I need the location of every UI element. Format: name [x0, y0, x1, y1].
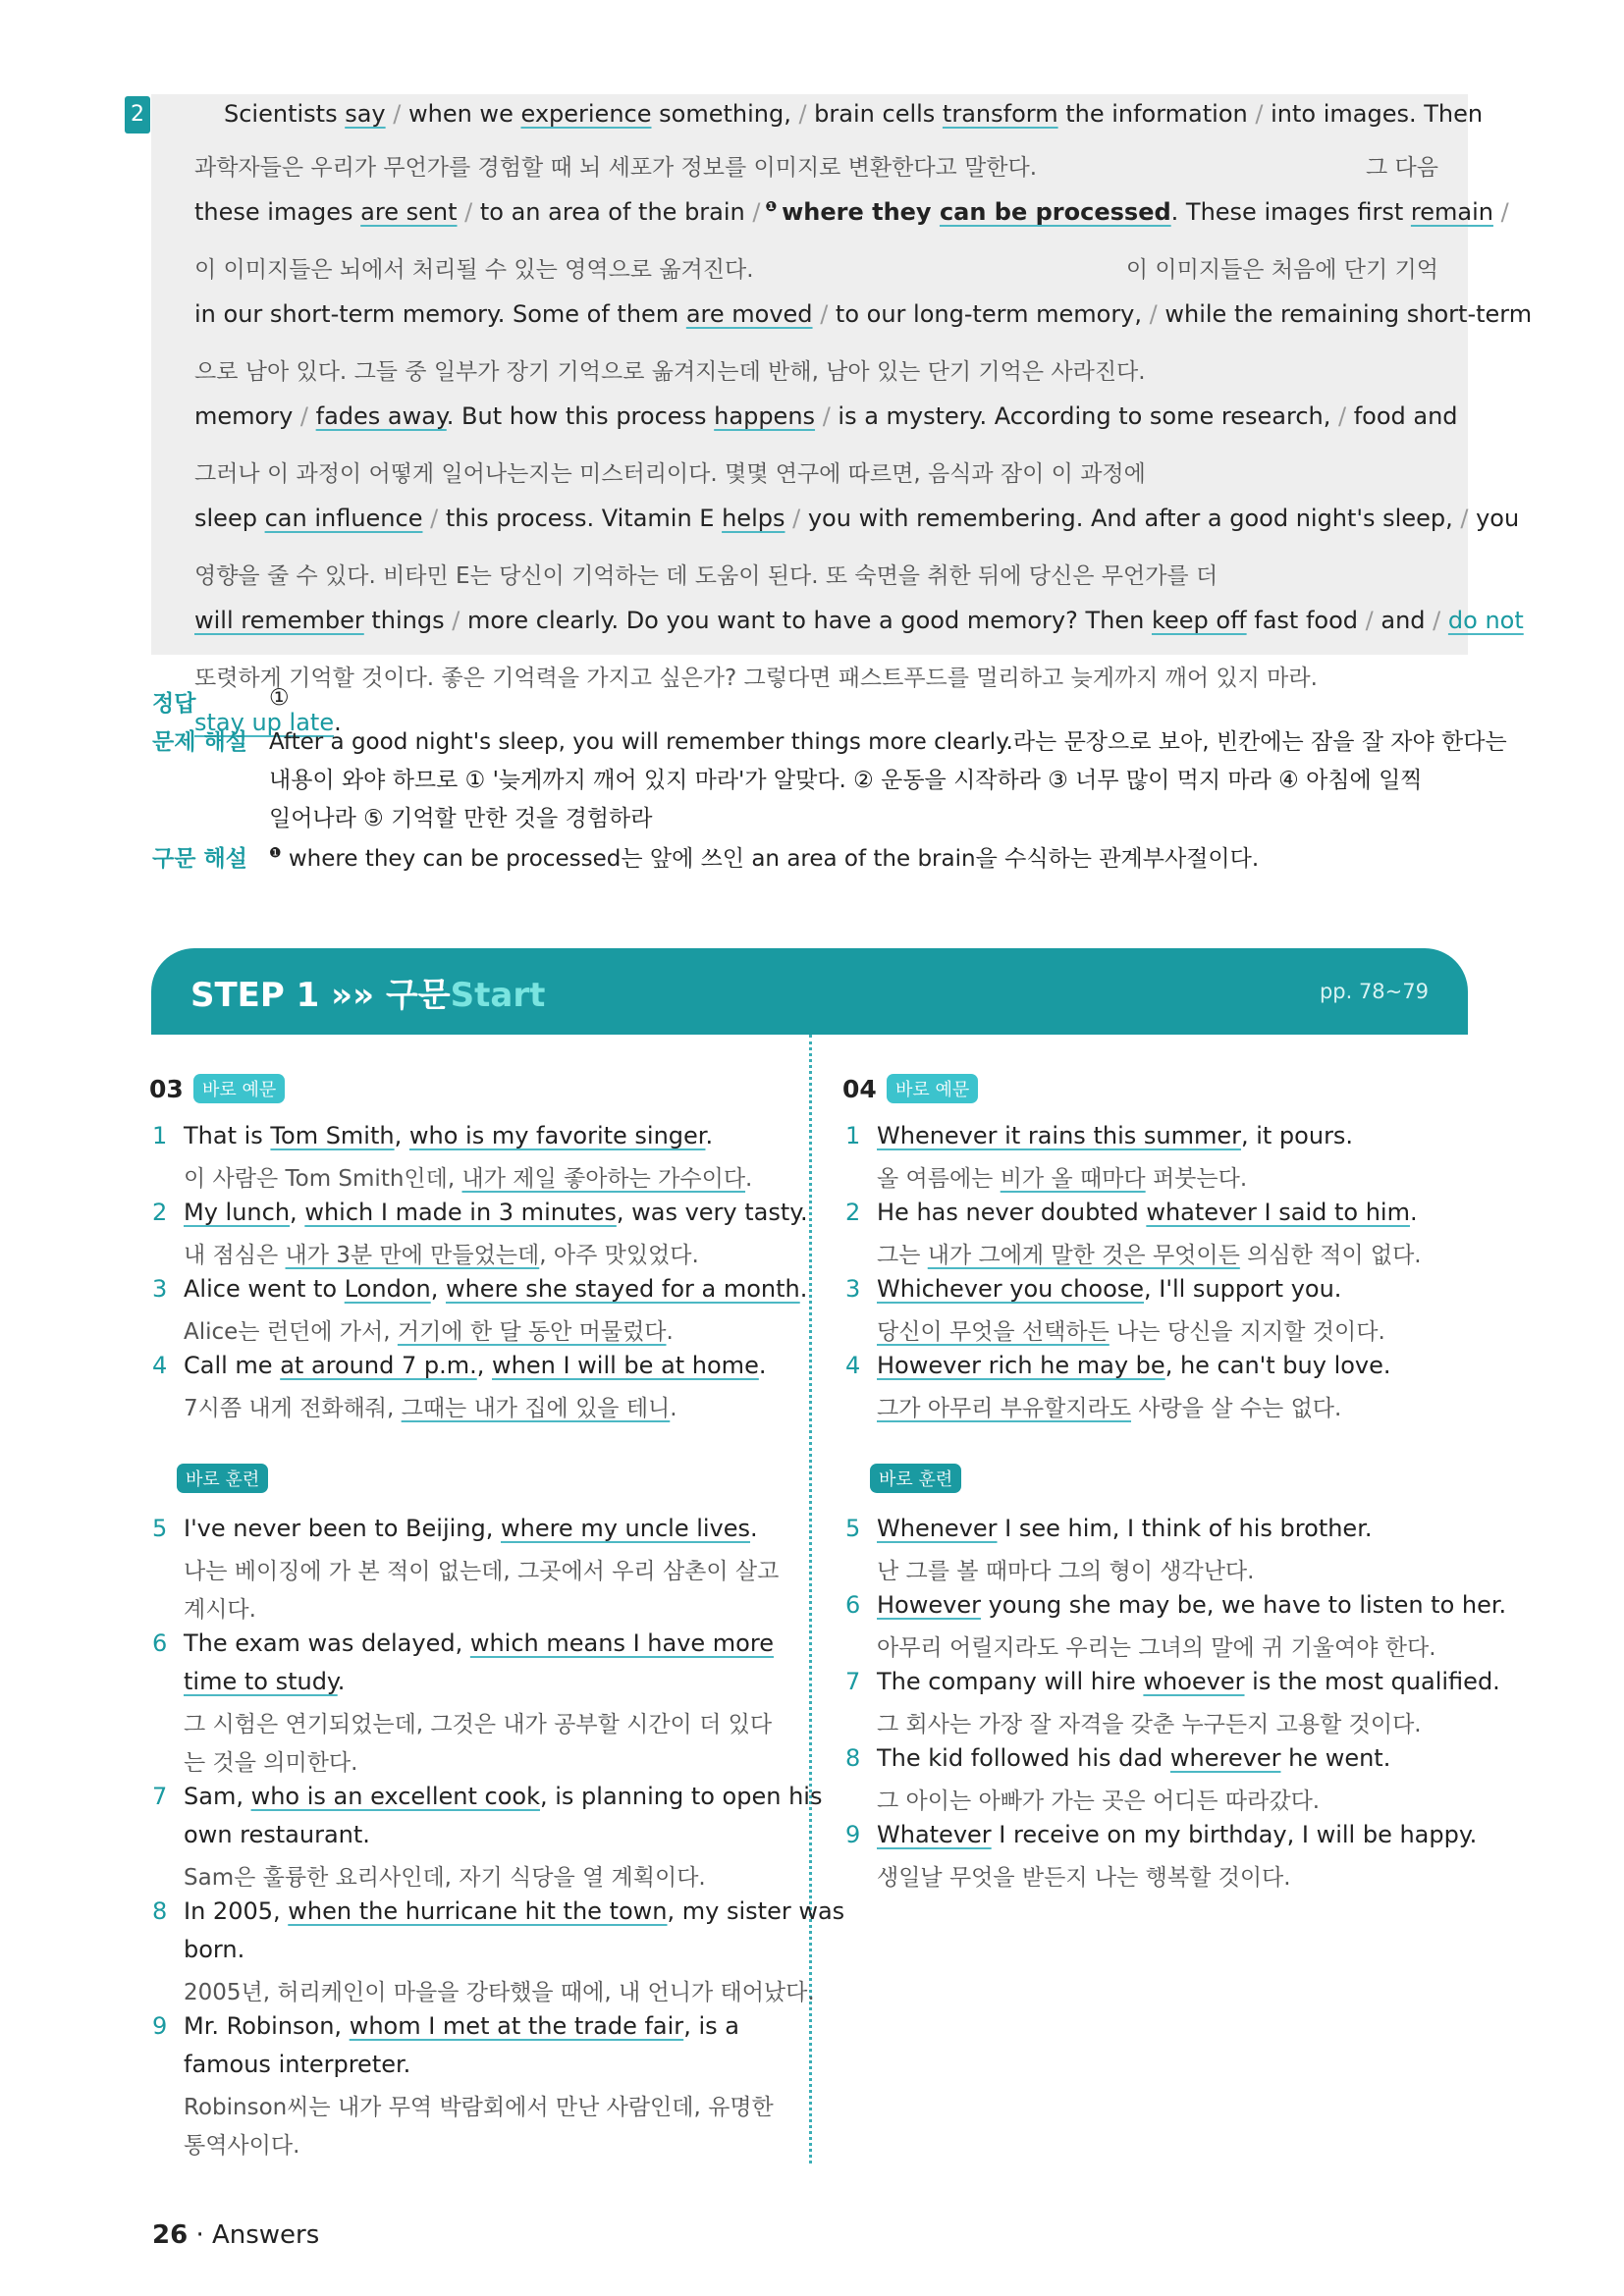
- item-korean: [877, 1859, 1291, 1892]
- text-segment: The company will hire: [877, 1668, 1144, 1695]
- item-korean: [184, 2127, 299, 2160]
- text-segment: at around 7 p.m.: [280, 1352, 477, 1379]
- step-arrows: »»: [331, 976, 375, 1015]
- text-segment: London: [344, 1275, 431, 1303]
- text-segment: 생일날 무엇을 받든지 나는 행복할 것이다.: [877, 1865, 1291, 1891]
- text-segment: 난 그를 볼 때마다 그의 형이 생각난다.: [877, 1559, 1255, 1584]
- step-title-ko: 구문: [385, 976, 451, 1015]
- syntax-mark: ❶: [269, 845, 282, 862]
- text-segment: whoever: [1143, 1668, 1245, 1695]
- item-korean: [184, 1237, 699, 1269]
- text-segment: say: [345, 100, 386, 128]
- item-number: 6: [845, 1591, 861, 1619]
- text-segment: who is my favorite singer: [408, 1122, 706, 1149]
- item-number: 3: [845, 1275, 861, 1303]
- text-segment: own restaurant.: [184, 1821, 370, 1848]
- text-segment: will remember: [194, 607, 364, 634]
- text-segment: Mr. Robinson,: [184, 2012, 350, 2040]
- item-english: [184, 1352, 766, 1379]
- text-segment: while the remaining short-term: [1157, 300, 1533, 328]
- passage-line-english: [224, 100, 1483, 128]
- text-segment: 그가 아무리 부유할지라도: [877, 1396, 1132, 1421]
- item-english: [184, 1897, 844, 1925]
- item-english: [877, 1591, 1506, 1619]
- step-title: [190, 968, 545, 1016]
- syntax-text: where they can be processed는 앞에 쓰인 an area of the brain을 수식하는 관계부사절이다.: [288, 846, 1260, 872]
- text-segment: .: [1409, 1199, 1418, 1226]
- text-segment: 이 사람은 Tom Smith인데,: [184, 1166, 462, 1192]
- item-korean: [184, 1591, 256, 1624]
- slash-separator: /: [430, 505, 439, 532]
- text-segment: 내가 그에게 말한 것은 무엇이든: [927, 1243, 1240, 1268]
- slash-separator: /: [1500, 198, 1509, 226]
- item-english: [184, 1275, 807, 1303]
- passage-line-korean: [194, 149, 1037, 182]
- text-segment: ,: [394, 1122, 409, 1149]
- item-english: [184, 1515, 758, 1542]
- passage-line-english: [194, 300, 1532, 328]
- passage-line-korean: [194, 353, 1146, 386]
- text-segment: , is planning to open his: [539, 1783, 823, 1810]
- text-segment: , I'll support you.: [1144, 1275, 1342, 1303]
- text-segment: 올 여름에는: [877, 1166, 1001, 1192]
- passage-line-english: [194, 607, 1524, 634]
- step-pages: pp. 78~79: [1319, 980, 1429, 1003]
- passage-line-korean: [194, 455, 1146, 488]
- syntax-label: 구문 해설: [152, 846, 247, 872]
- item-number: 7: [845, 1668, 861, 1695]
- text-segment: 그 시험은 연기되었는데, 그것은 내가 공부할 시간이 더 있다: [184, 1712, 773, 1737]
- text-segment: [376, 563, 383, 589]
- text-segment: 나는 베이징에 가 본 적이 없는데, 그곳에서 우리 삼촌이 살고: [184, 1559, 780, 1584]
- answer-label: 정답: [152, 691, 196, 717]
- text-segment: 그때는 내가 집에 있을 테니: [401, 1396, 671, 1421]
- page-number: 26: [152, 2220, 189, 2250]
- text-segment: In 2005,: [184, 1897, 289, 1925]
- step-title-en: Start: [450, 976, 546, 1015]
- text-segment: happens: [714, 402, 816, 430]
- item-english: [184, 2012, 739, 2040]
- example-badge: 바로 예문: [193, 1074, 285, 1103]
- text-segment: , he can't buy love.: [1164, 1352, 1391, 1379]
- text-segment: Robinson씨는 내가 무역 박람회에서 만난 사람인데, 유명한: [184, 2095, 774, 2120]
- item-korean: [877, 1390, 1341, 1422]
- text-segment: , is a: [683, 2012, 739, 2040]
- text-segment: [785, 505, 792, 532]
- text-segment: Whenever it rains this summer: [877, 1122, 1241, 1149]
- text-segment: Call me: [184, 1352, 281, 1379]
- item-korean: [877, 1783, 1320, 1815]
- text-segment: when the hurricane hit the town: [288, 1897, 668, 1925]
- text-segment: I receive on my birthday, I will be happy.: [991, 1821, 1478, 1848]
- explanation-label: 문제 해설: [152, 729, 247, 755]
- text-segment: 또렷하게 기억할 것이다.: [194, 666, 435, 691]
- text-segment: you with remembering. And after a good night's sleep,: [800, 505, 1461, 532]
- text-segment: Whichever you choose: [877, 1275, 1145, 1303]
- text-segment: .: [799, 1275, 808, 1303]
- passage-line-korean: [194, 660, 1318, 692]
- text-segment: 내가 제일 좋아하는 가수이다: [461, 1166, 746, 1192]
- text-segment: 그 회사는 가장 잘 자격을 갖춘 누구든지 고용할 것이다.: [877, 1712, 1422, 1737]
- passage-line-korean-right: 이 이미지들은 처음에 단기 기억: [1125, 257, 1438, 283]
- section-number: 03: [149, 1075, 184, 1103]
- text-segment: and: [1373, 607, 1434, 634]
- item-korean: [184, 1553, 779, 1585]
- text-segment: is a mystery. According to some research,: [830, 402, 1338, 430]
- item-number: 5: [845, 1515, 861, 1542]
- text-segment: 거기에 한 달 동안 머물렀다: [397, 1319, 667, 1345]
- text-segment: .: [334, 709, 342, 736]
- slash-separator: /: [1433, 607, 1441, 634]
- text-segment: 사랑을 살 수는 없다.: [1131, 1396, 1342, 1421]
- text-segment: 퍼붓는다.: [1145, 1166, 1248, 1192]
- item-english: [877, 1821, 1477, 1848]
- text-segment: The exam was delayed,: [184, 1629, 470, 1657]
- text-segment: 당신이 무엇을 선택하든: [877, 1319, 1110, 1345]
- section-number: 04: [842, 1075, 877, 1103]
- item-korean: [184, 1706, 772, 1738]
- slash-separator: /: [1365, 607, 1374, 634]
- text-segment: 의심한 적이 없다.: [1239, 1243, 1422, 1268]
- text-segment: to our long-term memory,: [828, 300, 1150, 328]
- text-segment: helps: [722, 505, 785, 532]
- text-segment: 내가 3분 만에 만들었는데: [285, 1243, 540, 1268]
- item-korean: [184, 1390, 677, 1422]
- passage-line-korean: [194, 558, 1218, 590]
- text-segment: sleep: [194, 505, 265, 532]
- text-segment: Alice went to: [184, 1275, 345, 1303]
- item-number: 9: [845, 1821, 861, 1848]
- item-korean: [184, 1859, 706, 1892]
- text-segment: whatever I said to him: [1146, 1199, 1410, 1226]
- text-segment: Whatever: [877, 1821, 992, 1848]
- slash-separator: /: [820, 300, 829, 328]
- slash-separator: /: [792, 505, 801, 532]
- text-segment: Tom Smith: [270, 1122, 395, 1149]
- text-segment: , my sister was: [667, 1897, 845, 1925]
- passage-line-english: [194, 198, 1509, 226]
- text-segment: , it pours.: [1240, 1122, 1354, 1149]
- footnote-mark: ❶: [760, 199, 783, 215]
- slash-separator: /: [752, 198, 761, 226]
- item-korean: [184, 2089, 774, 2121]
- item-number: 1: [152, 1122, 168, 1149]
- item-korean: [184, 1313, 674, 1346]
- text-segment: .: [750, 1515, 758, 1542]
- text-segment: 는 것을 의미한다.: [184, 1750, 358, 1776]
- text-segment: the information: [1057, 100, 1256, 128]
- text-segment: keep off: [1151, 607, 1247, 634]
- text-segment: 통역사이다.: [184, 2133, 300, 2159]
- text-segment: However rich he may be: [877, 1352, 1165, 1379]
- text-segment: 이 이미지들은 뇌에서 처리될 수 있는 영역으로 옮겨진다.: [194, 257, 754, 283]
- text-segment: .: [670, 1396, 677, 1421]
- text-segment: 2005년, 허리케인이 마을을 강타했을 때에, 내 언니가 태어났다.: [184, 1980, 815, 2005]
- explanation-line-2: 내용이 와야 하므로 ① '늦게까지 깨어 있지 마라'가 알맞다. ② 운동을 시작하라 ③ 너무 많이 먹지 마라 ④ 아침에 일찍: [269, 768, 1423, 793]
- text-segment: can influence: [264, 505, 423, 532]
- slash-separator: /: [393, 100, 402, 128]
- text-segment: wherever: [1169, 1744, 1281, 1772]
- item-korean: [877, 1313, 1385, 1346]
- passage-line-korean-right: 그 다음: [1366, 155, 1438, 181]
- text-segment: I see him, I think of his brother.: [997, 1515, 1373, 1542]
- item-english: [877, 1352, 1391, 1379]
- text-segment: when we: [401, 100, 521, 128]
- item-number: 3: [152, 1275, 168, 1303]
- item-number: 6: [152, 1629, 168, 1657]
- text-segment: fast food: [1246, 607, 1366, 634]
- text-segment: , 아주 맛있었다.: [539, 1243, 699, 1268]
- item-english: [877, 1199, 1418, 1226]
- text-segment: [1493, 198, 1501, 226]
- text-segment: these images: [194, 198, 361, 226]
- passage-line-english: [194, 402, 1458, 430]
- text-segment: Whenever: [877, 1515, 998, 1542]
- text-segment: 과학자들은 우리가 무언가를 경험할 때 뇌 세포가 정보를 이미지로 변환한다고 말한다.: [194, 155, 1038, 181]
- item-korean: [877, 1237, 1422, 1269]
- text-segment: He has never doubted: [877, 1199, 1147, 1226]
- text-segment: 비가 올 때마다: [1000, 1166, 1146, 1192]
- text-segment: to an area of the brain: [472, 198, 753, 226]
- text-segment: 그 아이는 아빠가 가는 곳은 어디든 따라갔다.: [877, 1789, 1321, 1814]
- practice-badge: 바로 훈련: [177, 1464, 268, 1493]
- text-segment: 내 점심은: [184, 1243, 286, 1268]
- text-segment: which I made in 3 minutes: [304, 1199, 617, 1226]
- text-segment: time to study: [184, 1668, 338, 1695]
- text-segment: [1440, 607, 1448, 634]
- text-segment: this process. Vitamin E: [438, 505, 723, 532]
- item-number: 2: [845, 1199, 861, 1226]
- text-segment: which means I have more: [469, 1629, 774, 1657]
- explanation-line-3: 일어나라 ⑤ 기억할 만한 것을 경험하라: [269, 806, 653, 831]
- footer-label: Answers: [211, 2220, 320, 2250]
- text-segment: where my uncle lives: [500, 1515, 751, 1542]
- item-number: 7: [152, 1783, 168, 1810]
- text-segment: .: [666, 1319, 674, 1345]
- item-number: 9: [152, 2012, 168, 2040]
- text-segment: ,: [290, 1199, 305, 1226]
- text-segment: Sam은 훌륭한 요리사인데, 자기 식당을 열 계획이다.: [184, 1865, 706, 1891]
- text-segment: whom I met at the trade fair: [349, 2012, 684, 2040]
- text-segment: 계시다.: [184, 1597, 256, 1623]
- slash-separator: /: [1149, 300, 1158, 328]
- item-korean: [184, 1744, 357, 1777]
- passage-line-english: [194, 505, 1519, 532]
- text-segment: ,: [430, 1275, 446, 1303]
- item-english: [877, 1275, 1341, 1303]
- slash-separator: /: [822, 402, 831, 430]
- item-number: 5: [152, 1515, 168, 1542]
- slash-separator: /: [1460, 505, 1469, 532]
- item-english: [877, 1744, 1390, 1772]
- text-segment: young she may be, we have to listen to her.: [980, 1591, 1507, 1619]
- text-segment: .: [745, 1166, 753, 1192]
- text-segment: born.: [184, 1936, 245, 1963]
- text-segment: brain cells: [806, 100, 943, 128]
- text-segment: [815, 402, 823, 430]
- text-segment: Alice는 런던에 가서,: [184, 1319, 398, 1345]
- text-segment: remain: [1410, 198, 1493, 226]
- text-segment: famous interpreter.: [184, 2051, 411, 2078]
- text-segment: Scientists: [224, 100, 346, 128]
- text-segment: where she stayed for a month: [445, 1275, 800, 1303]
- text-segment: you: [1468, 505, 1520, 532]
- item-english: [877, 1122, 1353, 1149]
- text-segment: 나는 당신을 지지할 것이다.: [1109, 1319, 1385, 1345]
- text-segment: are moved: [685, 300, 813, 328]
- text-segment: food and: [1346, 402, 1458, 430]
- step-label: STEP 1: [190, 976, 320, 1015]
- text-segment: [458, 198, 465, 226]
- item-number: 2: [152, 1199, 168, 1226]
- footer-separator: ·: [195, 2220, 204, 2250]
- item-english: [877, 1668, 1500, 1695]
- text-segment: where they: [782, 198, 940, 226]
- slash-separator: /: [1337, 402, 1347, 430]
- text-segment: he went.: [1280, 1744, 1391, 1772]
- practice-badge: 바로 훈련: [870, 1464, 961, 1493]
- text-segment: ,: [476, 1352, 492, 1379]
- answer-value: ①: [269, 685, 290, 711]
- passage-number: 2: [125, 96, 150, 133]
- item-english: [184, 1783, 822, 1810]
- text-segment: can be processed: [939, 198, 1171, 226]
- text-segment: more clearly. Do you want to have a good memory? Then: [460, 607, 1152, 634]
- text-segment: who is an excellent cook: [250, 1783, 540, 1810]
- item-number: 4: [845, 1352, 861, 1379]
- text-segment: are sent: [360, 198, 458, 226]
- text-segment: 7시쯤 내게 전화해줘,: [184, 1396, 402, 1421]
- text-segment: .: [337, 1668, 346, 1695]
- text-segment: into images. Then: [1263, 100, 1484, 128]
- text-segment: [347, 359, 353, 385]
- item-korean: [877, 1553, 1254, 1585]
- text-segment: However: [877, 1591, 981, 1619]
- text-segment: 영향을 줄 수 있다.: [194, 563, 376, 589]
- step-header: [151, 948, 1468, 1035]
- page-footer: [152, 2220, 319, 2250]
- item-korean: [184, 1974, 815, 2006]
- text-segment: [422, 505, 430, 532]
- slash-separator: /: [299, 402, 308, 430]
- text-segment: 좋은 기억력을 가지고 싶은가? 그렇다면 패스트푸드를 멀리하고 늦게까지 깨어 있지 마라.: [441, 666, 1318, 691]
- item-english: [184, 2051, 410, 2078]
- item-korean: [877, 1160, 1247, 1193]
- text-segment: in our short-term memory. Some of them: [194, 300, 686, 328]
- text-segment: when I will be at home: [492, 1352, 759, 1379]
- slash-separator: /: [1255, 100, 1264, 128]
- text-segment: . But how this process: [446, 402, 715, 430]
- text-segment: experience: [520, 100, 652, 128]
- text-segment: [308, 402, 316, 430]
- text-segment: stay up late: [194, 709, 335, 736]
- item-number: 4: [152, 1352, 168, 1379]
- syntax-explanation: [269, 840, 1259, 873]
- text-segment: is the most qualified.: [1244, 1668, 1500, 1695]
- item-number: 8: [845, 1744, 861, 1772]
- text-segment: 그러나 이 과정이 어떻게 일어나는지는 미스터리이다. 몇몇 연구에 따르면, 음식과 잠이 이 과정에: [194, 461, 1146, 487]
- slash-separator: /: [464, 198, 473, 226]
- item-english: [184, 1629, 774, 1657]
- slash-separator: /: [798, 100, 807, 128]
- text-segment: I've never been to Beijing,: [184, 1515, 501, 1542]
- item-english: [184, 1936, 244, 1963]
- explanation-line-1: After a good night's sleep, you will remember things more clearly.라는 문장으로 보아, 빈칸에는 잠을 잘 자야 한다는: [269, 729, 1507, 755]
- item-english: [877, 1515, 1373, 1542]
- item-number: 1: [845, 1122, 861, 1149]
- item-number: 8: [152, 1897, 168, 1925]
- text-segment: 그들 중 일부가 장기 기억으로 옮겨지는데 반해, 남아 있는 단기 기억은 사라진다.: [353, 359, 1146, 385]
- item-english: [184, 1821, 370, 1848]
- text-segment: , was very tasty.: [616, 1199, 808, 1226]
- item-korean: [877, 1629, 1436, 1662]
- slash-separator: /: [452, 607, 460, 634]
- item-korean: [877, 1706, 1422, 1738]
- text-segment: 그는: [877, 1243, 928, 1268]
- text-segment: do not: [1447, 607, 1524, 634]
- text-segment: fades away: [315, 402, 447, 430]
- text-segment: 으로 남아 있다.: [194, 359, 348, 385]
- item-korean: [184, 1160, 752, 1193]
- text-segment: things: [363, 607, 453, 634]
- item-english: [184, 1668, 345, 1695]
- text-segment: transform: [942, 100, 1058, 128]
- text-segment: 아무리 어릴지라도 우리는 그녀의 말에 귀 기울여야 한다.: [877, 1635, 1436, 1661]
- text-segment: .: [758, 1352, 767, 1379]
- text-segment: My lunch: [184, 1199, 291, 1226]
- text-segment: 비타민 E는 당신이 기억하는 데 도움이 된다. 또 숙면을 취한 뒤에 당신은 무언가를 더: [383, 563, 1218, 589]
- text-segment: Sam,: [184, 1783, 251, 1810]
- text-segment: something,: [651, 100, 799, 128]
- text-segment: memory: [194, 402, 300, 430]
- passage-line-korean: [194, 251, 754, 284]
- text-segment: The kid followed his dad: [877, 1744, 1170, 1772]
- item-english: [184, 1199, 808, 1226]
- text-segment: . These images first: [1170, 198, 1411, 226]
- text-segment: That is: [184, 1122, 271, 1149]
- example-badge: 바로 예문: [887, 1074, 978, 1103]
- text-segment: .: [705, 1122, 714, 1149]
- item-english: [184, 1122, 713, 1149]
